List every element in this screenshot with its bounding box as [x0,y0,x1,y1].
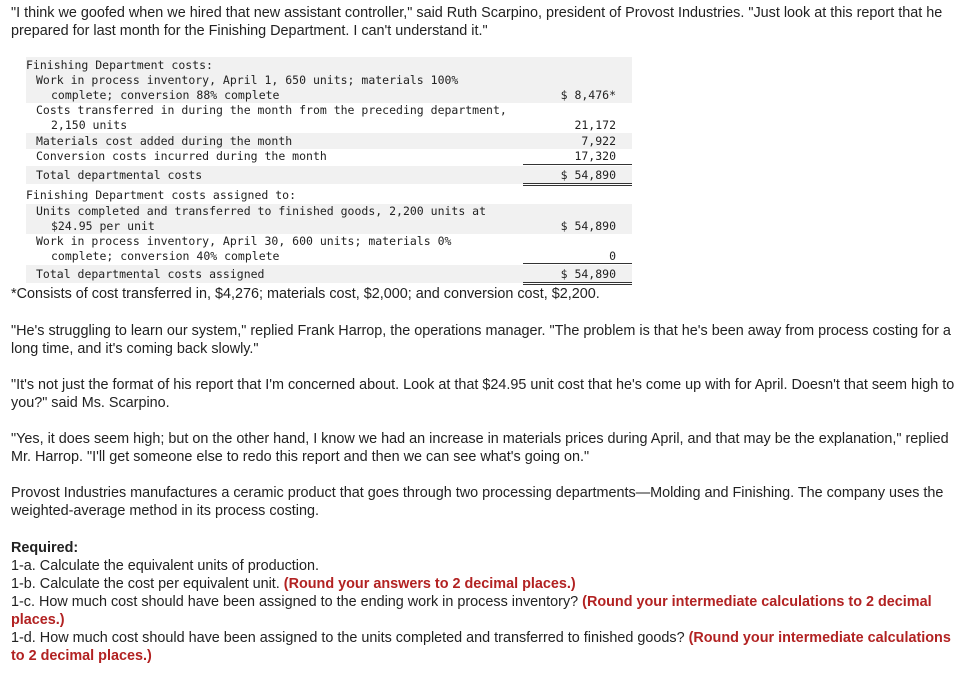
materials-amount: 7,922 [581,134,616,148]
paragraph-harrop-reply: "He's struggling to learn our system," replied Frank Harrop, the operations manager. "The problem is that he's been away from process costing for a long time, and it's coming back slowly." [11,323,951,357]
required-heading: Required: [11,540,79,556]
question-1b [11,575,961,593]
transferred-in-amount: 21,172 [574,118,616,132]
report-row-header-costs [26,57,632,73]
conversion-amount: 17,320 [574,149,616,163]
question-1c-note: (Round your intermediate calculations to 2 decimal places.) [11,594,932,628]
total-costs-amount: $ 54,890 [560,168,616,182]
question-1a [11,557,961,575]
question-1d-note: (Round your intermediate calculations to 2 decimal places.) [11,630,951,664]
rule-above-total [523,164,632,165]
wip-begin-amount: $ 8,476* [560,88,616,102]
double-rule-assigned-1 [523,282,632,283]
report-row-wip-begin [26,73,632,103]
intro-paragraph: "I think we goofed when we hired that new assistant controller," said Ruth Scarpino, president of Provost Industries. "Just look at this report that he prepared for last month for the Finishing Department. I can't understand it." [11,5,943,39]
materials-label: Materials cost added during the month [36,134,293,148]
double-rule-total-1 [523,183,632,184]
question-1d-text: 1-d. How much cost should have been assigned to the units completed and transferred to finished goods? [11,630,685,646]
report-row-wip-end [26,234,632,264]
question-1c [11,593,961,629]
transferred-in-label-2: 2,150 units [51,118,128,132]
report-row-completed [26,204,632,234]
wip-end-label-2: complete; conversion 40% complete [51,249,280,263]
total-costs-label: Total departmental costs [36,168,203,182]
report-row-conversion [26,149,632,165]
transferred-in-label-1: Costs transferred in during the month from the preceding department, [36,103,507,117]
report-row-total [26,166,632,184]
paragraph-harrop-explanation: "Yes, it does seem high; but on the other hand, I know we had an increase in materials prices during April, and that may be the explanation," replied Mr. Harrop. "I'll get someone else to redo this report and then we can see what's going on." [11,431,949,465]
question-1d [11,629,961,665]
wip-begin-label-2: complete; conversion 88% complete [51,88,280,102]
double-rule-total-2 [523,185,632,186]
report-row-transferred-in [26,103,632,133]
required-section [11,539,961,665]
completed-amount: $ 54,890 [560,219,616,233]
question-1b-text: 1-b. Calculate the cost per equivalent unit. [11,576,280,592]
report-row-header-assigned [26,188,632,204]
conversion-label: Conversion costs incurred during the month [36,149,327,163]
wip-end-amount: 0 [609,249,616,263]
report-footnote: *Consists of cost transferred in, $4,276; materials cost, $2,000; and conversion cost, $2,200. [11,286,600,302]
paragraph-company-description: Provost Industries manufactures a ceramic product that goes through two processing departments—Molding and Finishing. The company uses the weighted-average method in its process costing. [11,485,944,519]
report-row-materials [26,133,632,149]
wip-end-label-1: Work in process inventory, April 30, 600 units; materials 0% [36,234,452,248]
double-rule-assigned-2 [523,284,632,285]
rule-above-total-assigned [523,263,632,264]
report-header-assigned: Finishing Department costs assigned to: [26,188,297,202]
completed-label-1: Units completed and transferred to finished goods, 2,200 units at [36,204,487,218]
question-1b-note: (Round your answers to 2 decimal places.) [283,576,576,592]
report-row-total-assigned [26,265,632,283]
question-1c-text: 1-c. How much cost should have been assigned to the ending work in process inventory? [11,594,579,610]
question-1a-text: 1-a. Calculate the equivalent units of production. [11,558,319,574]
wip-begin-label-1: Work in process inventory, April 1, 650 units; materials 100% [36,73,459,87]
total-assigned-amount: $ 54,890 [560,267,616,281]
report-header-costs: Finishing Department costs: [26,58,213,72]
paragraph-scarpino-question: "It's not just the format of his report that I'm concerned about. Look at that $24.95 unit cost that he's come up with for April. Doesn't that seem high to you?" said Ms. Scarpino. [11,377,955,411]
completed-label-2: $24.95 per unit [51,219,155,233]
total-assigned-label: Total departmental costs assigned [36,267,265,281]
